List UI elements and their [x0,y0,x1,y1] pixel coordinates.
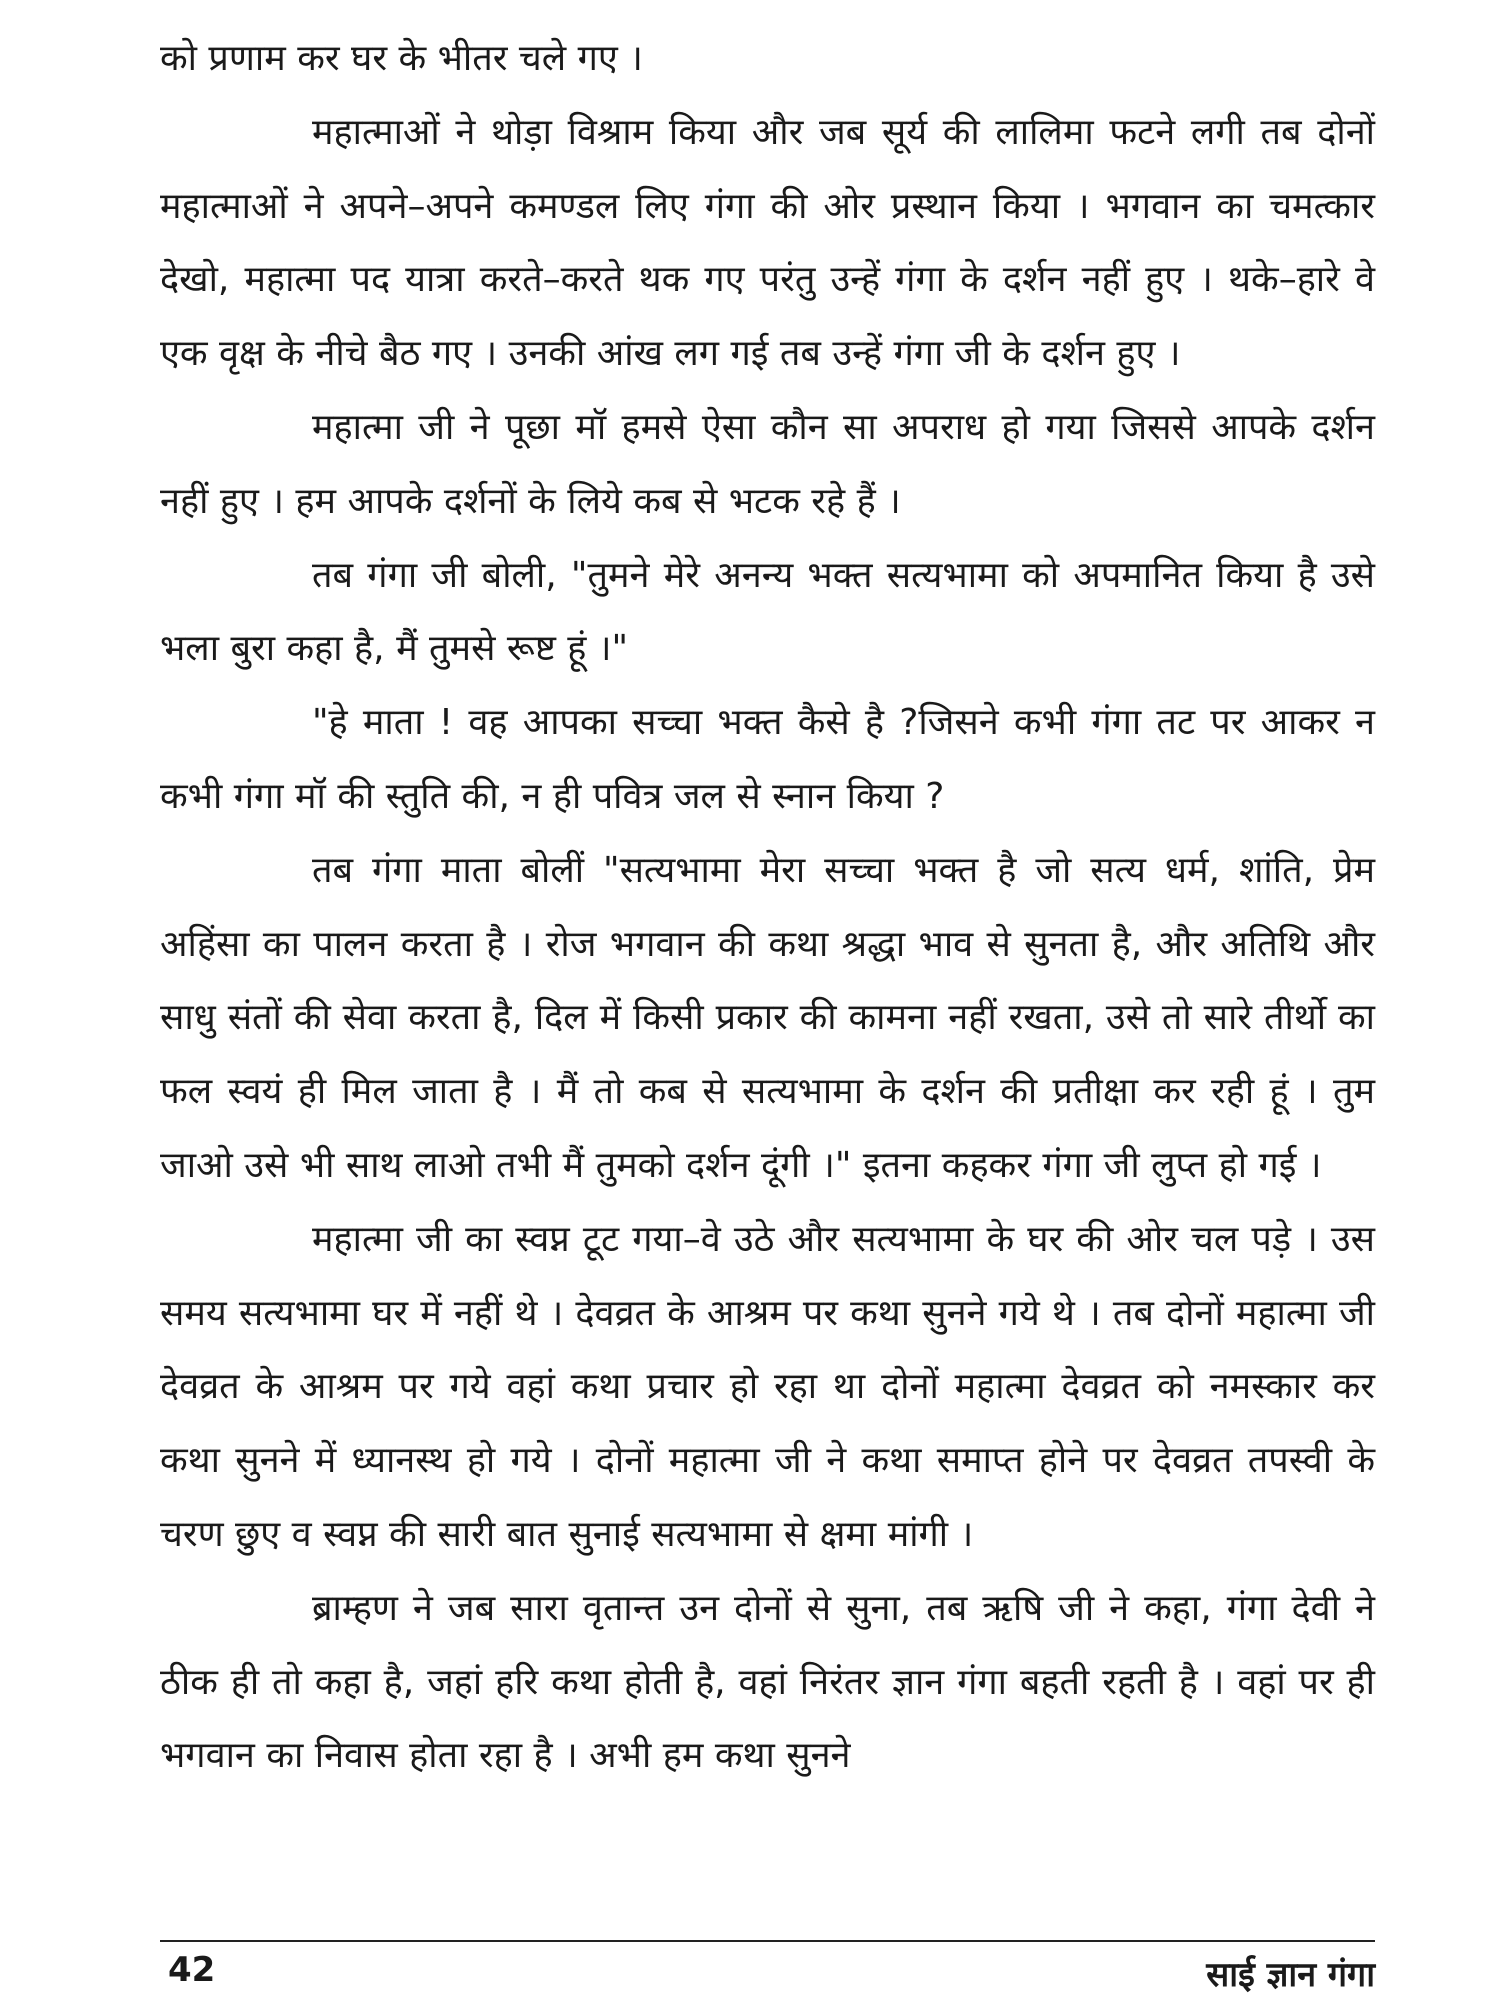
paragraph: महात्मा जी का स्वप्न टूट गया–वे उठे और सत्यभामा के घर की ओर चल पड़े । उस समय सत्यभामा घर में नहीं थे । देवव्रत के आश्रम पर कथा सुनने गये थे । तब दोनों महात्मा जी देवव्रत के आश्रम पर गये वहां कथा प्रचार हो रहा था दोनों महात्मा देवव्रत को नमस्कार कर कथा सुनने में ध्यानस्थ हो गये । दोनों महात्मा जी ने कथा समाप्त होने पर देवव्रत तपस्वी के चरण छुए व स्वप्न की सारी बात सुनाई सत्यभामा से क्षमा मांगी । [160,1218,1375,1555]
paragraph: को प्रणाम कर घर के भीतर चले गए । [160,38,643,79]
paragraph: ब्राम्हण ने जब सारा वृतान्त उन दोनों से सुना, तब ऋषि जी ने कहा, गंगा देवी ने ठीक ही तो कहा है, जहां हरि कथा होती है, वहां निरंतर ज्ञान गंगा बहती रहती है । वहां पर ही भगवान का निवास होता रहा है । अभी हम कथा सुनने [160,1587,1375,1777]
paragraph: तब गंगा जी बोली, "तुमने मेरे अनन्य भक्त सत्यभामा को अपमानित किया है उसे भला बुरा कहा है, मैं तुमसे रूष्ट हूं ।" [160,554,1375,670]
paragraph: "हे माता ! वह आपका सच्चा भक्त कैसे है ?जिसने कभी गंगा तट पर आकर न कभी गंगा मॉ की स्तुति की, न ही पवित्र जल से स्नान किया ? [160,702,1375,817]
body-text [160,22,1375,1793]
running-footer-title: साई ज्ञान गंगा [1206,1955,1375,1995]
page-number: 42 [168,1950,216,1990]
footer-divider [160,1940,1375,1942]
paragraph: महात्मा जी ने पूछा मॉ हमसे ऐसा कौन सा अपराध हो गया जिससे आपके दर्शन नहीं हुए । हम आपके दर्शनों के लिये कब से भटक रहे हैं । [160,406,1375,522]
paragraph: तब गंगा माता बोलीं "सत्यभामा मेरा सच्चा भक्त है जो सत्य धर्म, शांति, प्रेम अहिंसा का पालन करता है । रोज भगवान की कथा श्रद्धा भाव से सुनता है, और अतिथि और साधु संतों की सेवा करता है, दिल में किसी प्रकार की कामना नहीं रखता, उसे तो सारे तीर्थो का फल स्वयं ही मिल जाता है । मैं तो कब से सत्यभामा के दर्शन की प्रतीक्षा कर रही हूं । तुम जाओ उसे भी साथ लाओ तभी मैं तुमको दर्शन दूंगी ।" इतना कहकर गंगा जी लुप्त हो गई । [160,849,1375,1186]
paragraph: महात्माओं ने थोड़ा विश्राम किया और जब सूर्य की लालिमा फटने लगी तब दोनों महात्माओं ने अपने–अपने कमण्डल लिए गंगा की ओर प्रस्थान किया । भगवान का चमत्कार देखो, महात्मा पद यात्रा करते–करते थक गए परंतु उन्हें गंगा के दर्शन नहीं हुए । थके–हारे वे एक वृक्ष के नीचे बैठ गए । उनकी आंख लग गई तब उन्हें गंगा जी के दर्शन हुए । [160,111,1375,375]
